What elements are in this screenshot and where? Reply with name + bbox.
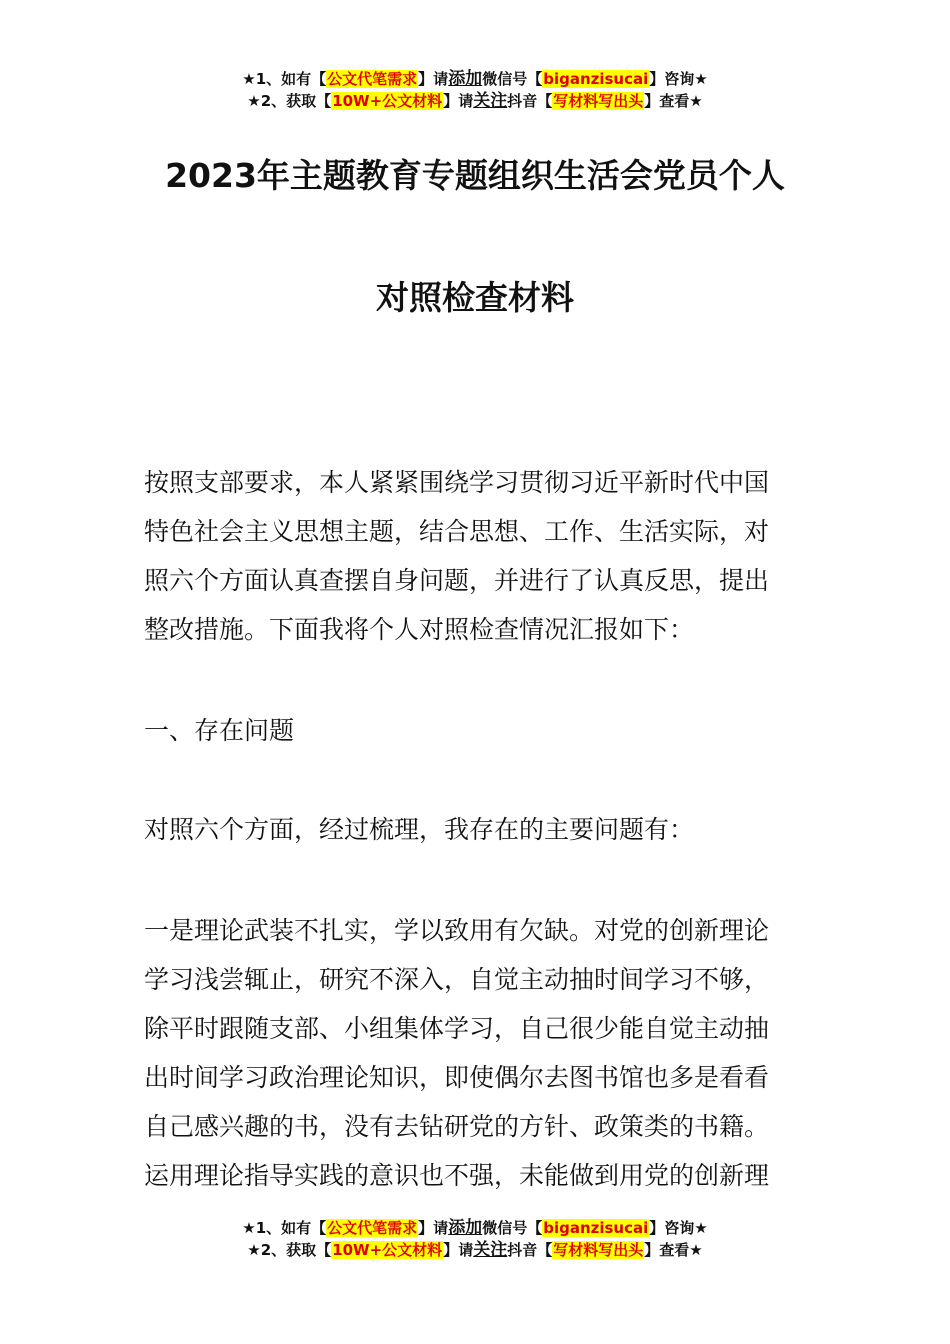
paragraph-line: 按照支部要求，本人紧紧围绕学习贯彻习近平新时代中国 [144, 468, 770, 497]
banner-emphasis: 关注 [473, 91, 508, 111]
banner-highlight: biganzisucai [543, 70, 649, 88]
document-title-line-2: 对照检查材料 [376, 278, 574, 317]
banner-emphasis: 添加 [448, 1218, 483, 1238]
top-banner [0, 68, 950, 112]
banner-text: ★1、如有【 [242, 70, 327, 88]
bottom-banner [0, 1217, 950, 1261]
banner-highlight: 10W+公文材料 [332, 92, 443, 110]
paragraph-line: 整改措施。下面我将个人对照检查情况汇报如下： [144, 615, 695, 644]
paragraph-line: 学习浅尝辄止，研究不深入，自觉主动抽时间学习不够， [144, 965, 770, 994]
banner-text: 微信号【 [482, 1219, 543, 1237]
banner-emphasis: 关注 [473, 1240, 508, 1260]
banner-text: ★2、获取【 [247, 92, 332, 110]
banner-text: 】查看★ [644, 1241, 703, 1259]
banner-highlight: biganzisucai [543, 1219, 649, 1237]
banner-text: 】请 [443, 92, 474, 110]
paragraph-line: 自己感兴趣的书，没有去钻研党的方针、政策类的书籍。 [144, 1112, 770, 1141]
banner-line-2 [0, 1239, 950, 1261]
document-title-line-1: 2023年主题教育专题组织生活会党员个人 [165, 156, 785, 195]
intro-paragraph [144, 458, 814, 654]
banner-text: 】咨询★ [649, 1219, 708, 1237]
section-intro: 对照六个方面，经过梳理，我存在的主要问题有： [144, 815, 695, 844]
banner-text: 抖音【 [507, 1241, 553, 1259]
banner-emphasis: 添加 [448, 69, 483, 89]
banner-text: 微信号【 [482, 70, 543, 88]
section-heading: 一、存在问题 [144, 716, 295, 745]
banner-highlight: 写材料写出头 [553, 1241, 644, 1259]
banner-highlight: 10W+公文材料 [332, 1241, 443, 1259]
banner-text: 】咨询★ [649, 70, 708, 88]
banner-line-1 [0, 68, 950, 90]
banner-line-1 [0, 1217, 950, 1239]
paragraph-line: 特色社会主义思想主题，结合思想、工作、生活实际，对 [144, 517, 770, 546]
banner-text: ★1、如有【 [242, 1219, 327, 1237]
banner-text: 】请 [443, 1241, 474, 1259]
banner-highlight: 公文代笔需求 [327, 1219, 418, 1237]
paragraph-line: 运用理论指导实践的意识也不强，未能做到用党的创新理 [144, 1161, 770, 1190]
banner-text: 】查看★ [644, 92, 703, 110]
banner-highlight: 写材料写出头 [553, 92, 644, 110]
banner-line-2 [0, 90, 950, 112]
banner-text: 】请 [418, 70, 449, 88]
paragraph-line: 出时间学习政治理论知识，即使偶尔去图书馆也多是看看 [144, 1063, 770, 1092]
point-one-paragraph [144, 906, 814, 1200]
paragraph-line: 除平时跟随支部、小组集体学习，自己很少能自觉主动抽 [144, 1014, 770, 1043]
banner-text: ★2、获取【 [247, 1241, 332, 1259]
paragraph-line: 照六个方面认真查摆自身问题，并进行了认真反思，提出 [144, 566, 770, 595]
banner-text: 抖音【 [507, 92, 553, 110]
banner-highlight: 公文代笔需求 [327, 70, 418, 88]
banner-text: 】请 [418, 1219, 449, 1237]
paragraph-line: 一是理论武装不扎实，学以致用有欠缺。对党的创新理论 [144, 916, 770, 945]
